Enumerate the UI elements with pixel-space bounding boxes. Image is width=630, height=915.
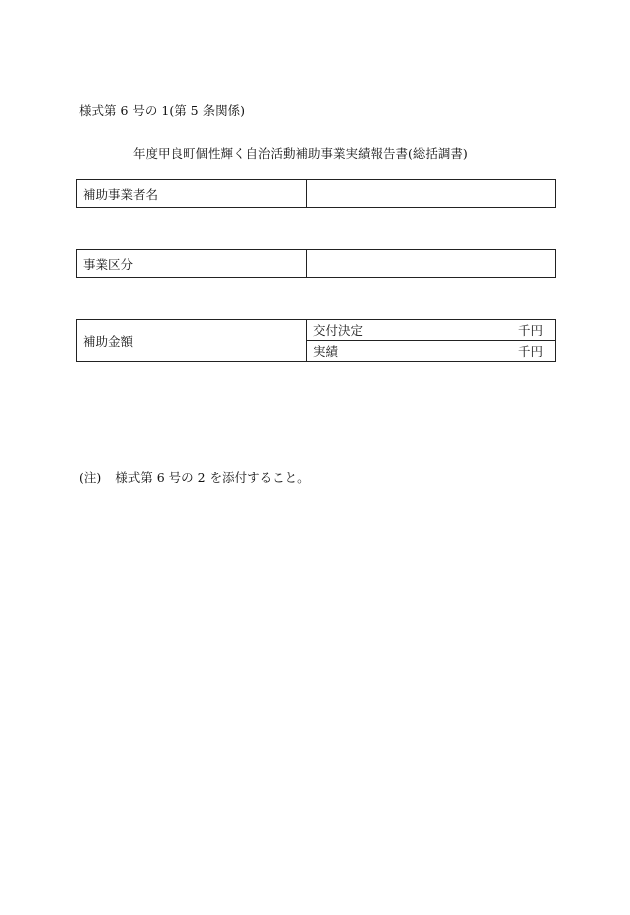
grant-decision-label: 交付決定 bbox=[313, 323, 364, 338]
applicant-name-table bbox=[76, 179, 556, 208]
applicant-name-label: 補助事業者名 bbox=[77, 180, 307, 208]
grant-decision-unit: 千円 bbox=[517, 323, 543, 338]
form-number-label: 様式第 6 号の 1(第 5 条関係) bbox=[79, 103, 245, 118]
attachment-note bbox=[79, 468, 310, 486]
actual-amount-unit: 千円 bbox=[517, 344, 543, 359]
note-prefix: (注) bbox=[79, 470, 102, 485]
actual-amount-field[interactable] bbox=[307, 341, 556, 362]
project-category-table bbox=[76, 249, 556, 278]
actual-amount-label: 実績 bbox=[313, 344, 339, 359]
subsidy-amount-label: 補助金額 bbox=[77, 320, 307, 362]
grant-decision-field[interactable] bbox=[307, 320, 556, 341]
project-category-label: 事業区分 bbox=[77, 250, 307, 278]
subsidy-amount-table bbox=[76, 319, 556, 362]
note-text: 様式第 6 号の 2 を添付すること。 bbox=[115, 470, 310, 485]
project-category-field[interactable] bbox=[307, 250, 556, 278]
applicant-name-field[interactable] bbox=[307, 180, 556, 208]
document-title: 年度甲良町個性輝く自治活動補助事業実績報告書(総括調書) bbox=[133, 146, 468, 161]
